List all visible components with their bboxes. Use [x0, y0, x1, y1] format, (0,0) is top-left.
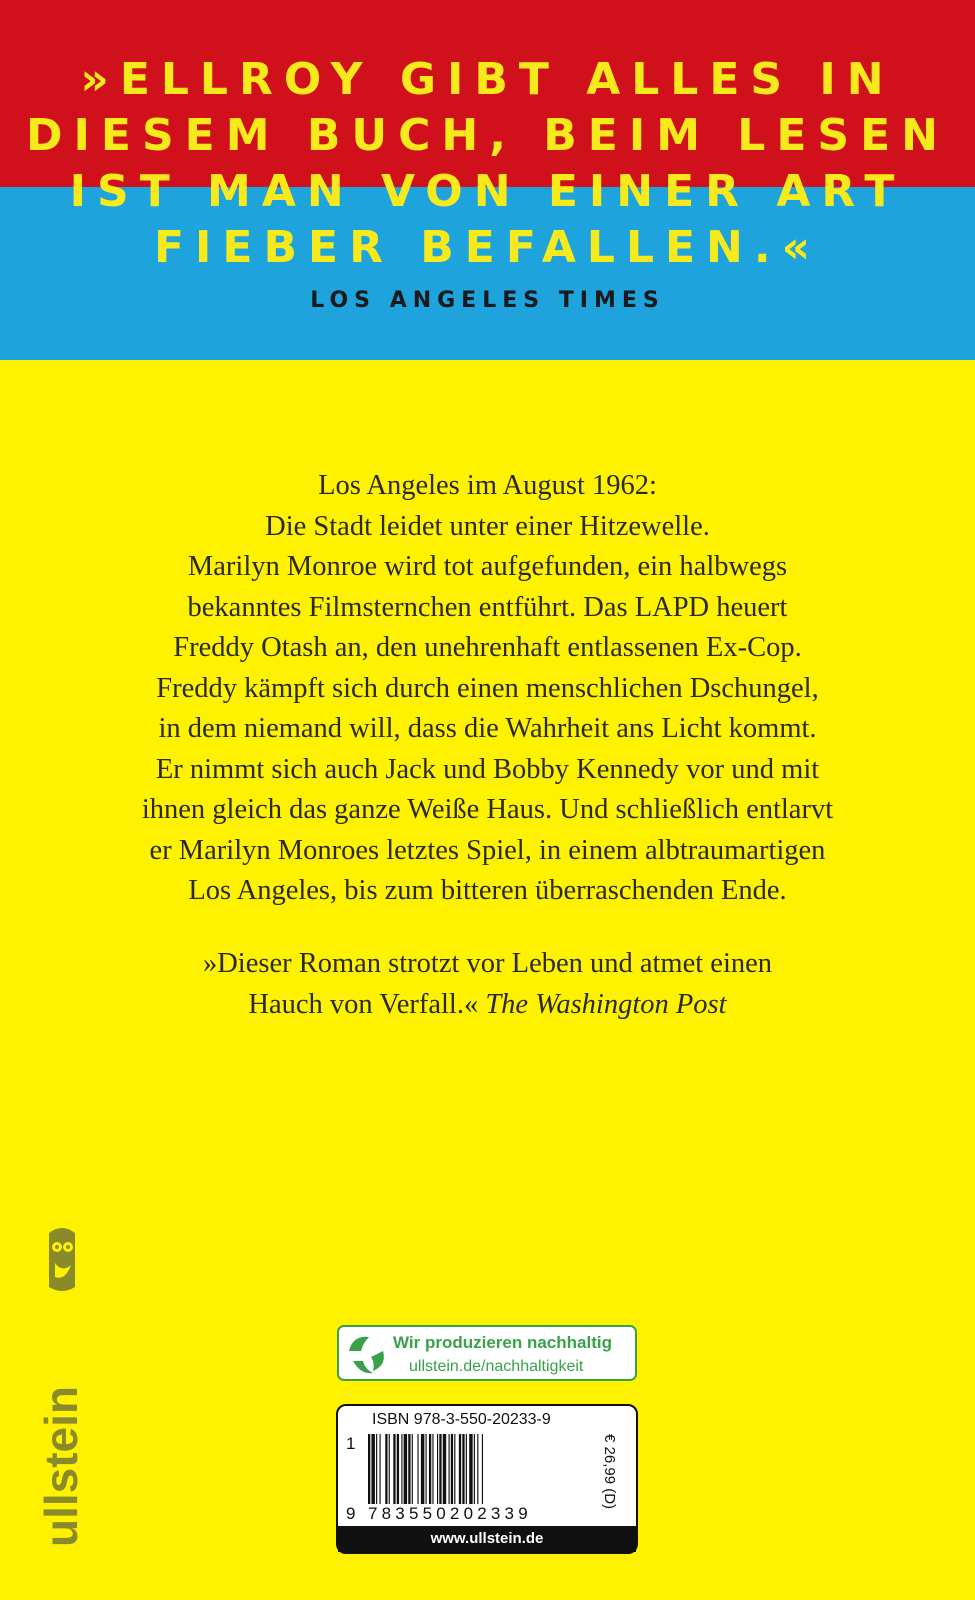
barcode-bar — [412, 1434, 413, 1504]
barcode-lead-digit: 1 — [346, 1434, 356, 1453]
leaf-recycle-icon — [343, 1331, 389, 1377]
blurb-line: bekanntes Filmsternchen entführt. Das LAPD heuert — [187, 591, 788, 623]
price: € 26,99 (D) — [601, 1434, 618, 1510]
header-quote — [0, 52, 975, 276]
review-line — [60, 985, 915, 1026]
barcode-bar — [371, 1434, 374, 1504]
barcode-bar — [380, 1434, 381, 1504]
barcode-bars — [368, 1434, 582, 1504]
barcode-bar — [443, 1434, 446, 1504]
quote-source: LOS ANGELES TIMES — [310, 288, 665, 313]
blurb-text — [60, 466, 915, 912]
barcode-bar — [376, 1434, 377, 1504]
barcode-bar — [393, 1434, 395, 1504]
barcode-bar — [389, 1434, 390, 1504]
barcode-bar — [454, 1434, 455, 1504]
barcode-bar — [404, 1434, 407, 1504]
barcode-bar — [449, 1434, 450, 1504]
barcode-bar — [459, 1434, 461, 1504]
barcode-bar — [401, 1434, 402, 1504]
barcode-bar — [421, 1434, 424, 1504]
eco-url[interactable]: ullstein.de/nachhaltigkeit — [409, 1358, 584, 1375]
barcode-bar — [437, 1434, 438, 1504]
website-link[interactable]: www.ullstein.de — [338, 1526, 636, 1552]
eco-badge — [337, 1325, 637, 1381]
blurb-line: Freddy Otash an, den unehrenhaft entlassenen Ex-Cop. — [173, 632, 802, 663]
blurb-line: Los Angeles, bis zum bitteren überraschenden Ende. — [188, 875, 787, 906]
isbn-number: ISBN 978-3-550-20233-9 — [372, 1411, 551, 1428]
barcode-bar — [432, 1434, 433, 1504]
blurb-line: Marilyn Monroe wird tot aufgefunden, ein halbwegs — [187, 551, 788, 582]
barcode-bar — [474, 1434, 475, 1504]
barcode-bar — [469, 1434, 472, 1504]
blurb-line: Los Angeles im August 1962: — [318, 470, 657, 501]
barcode-bar — [408, 1434, 410, 1504]
review-text: Hauch von Verfall.« — [248, 988, 486, 1020]
barcode-bar — [385, 1434, 387, 1504]
blurb-line: Die Stadt leidet unter einer Hitzewelle. — [265, 510, 710, 542]
barcode-bar — [466, 1434, 467, 1504]
publisher-name: ullstein — [35, 1385, 87, 1547]
review-line: »Dieser Roman strotzt vor Leben und atmet einen — [202, 948, 773, 979]
quote-line: IST MAN VON EINER ART — [69, 166, 906, 217]
barcode-bottom-digit: 9 — [346, 1504, 356, 1523]
quote-line: DIESEM BUCH, BEIM LESEN — [26, 110, 949, 161]
review-source: The Washington Post — [485, 988, 727, 1020]
barcode-bar — [426, 1434, 427, 1504]
barcode-bar — [462, 1434, 464, 1504]
blurb-line: Freddy kämpft sich durch einen menschlichen Dschungel, — [156, 672, 819, 704]
eco-title: Wir produzieren nachhaltig — [393, 1333, 612, 1352]
barcode-bar — [397, 1434, 399, 1504]
barcode-bar — [368, 1434, 370, 1504]
barcode-bar — [482, 1434, 483, 1504]
blurb-line: in dem niemand will, dass die Wahrheit ans Licht kommt. — [158, 713, 817, 744]
barcode-bar — [429, 1434, 431, 1504]
blurb-line: ihnen gleich das ganze Weiße Haus. Und schließlich entlarvt — [141, 794, 834, 825]
barcode-digits: 783550202339 — [368, 1504, 532, 1523]
quote-line: »ELLROY GIBT ALLES IN — [80, 54, 895, 105]
barcode-box — [336, 1404, 638, 1554]
blurb-line: Er nimmt sich auch Jack und Bobby Kennedy vor und mit — [155, 753, 820, 785]
barcode-bar — [417, 1434, 418, 1504]
barcode-bar — [451, 1434, 453, 1504]
review-quote — [60, 944, 915, 1025]
quote-line: FIEBER BEFALLEN.« — [153, 222, 822, 273]
owl-icon — [49, 1228, 75, 1291]
barcode-bar — [477, 1434, 478, 1504]
price-tag — [588, 1434, 624, 1524]
barcode-bar — [439, 1434, 441, 1504]
blurb-line: er Marilyn Monroes letztes Spiel, in einem albtraumartigen — [149, 834, 826, 866]
publisher-logo — [35, 1225, 87, 1550]
